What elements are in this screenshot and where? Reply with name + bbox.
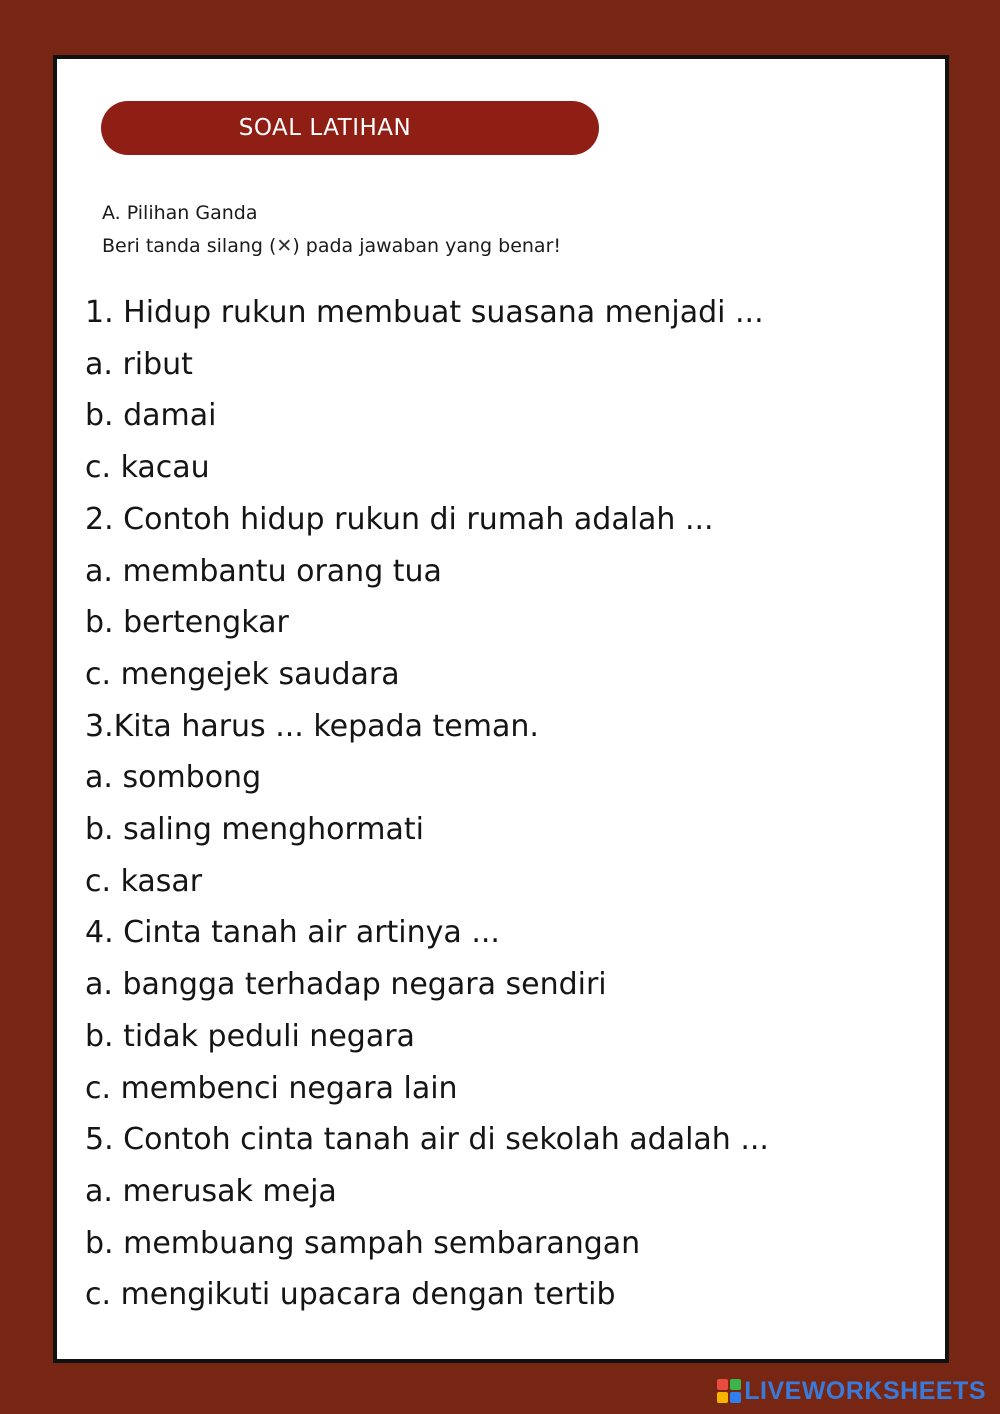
option-2c[interactable]: c. mengejek saudara: [85, 656, 400, 692]
question-2: 2. Contoh hidup rukun di rumah adalah ...: [85, 501, 714, 537]
question-3: 3.Kita harus ... kepada teman.: [85, 708, 539, 744]
liveworksheets-brand[interactable]: [717, 1376, 986, 1406]
option-4c[interactable]: c. membenci negara lain: [85, 1070, 458, 1106]
liveworksheets-logo-icon: [717, 1379, 741, 1403]
option-3c[interactable]: c. kasar: [85, 863, 203, 899]
option-2a[interactable]: a. membantu orang tua: [85, 553, 442, 589]
logo-square-red: [717, 1379, 728, 1390]
brand-name: LIVEWORKSHEETS: [744, 1376, 986, 1405]
option-1b[interactable]: b. damai: [85, 398, 217, 434]
option-1c[interactable]: c. kacau: [85, 450, 210, 486]
worksheet-page: [53, 55, 949, 1363]
instructions: [102, 197, 561, 263]
logo-square-yellow: [717, 1392, 728, 1403]
option-2b[interactable]: b. bertengkar: [85, 605, 289, 641]
logo-square-green: [730, 1379, 741, 1390]
option-3b[interactable]: b. saling menghormati: [85, 812, 425, 848]
question-5: 5. Contoh cinta tanah air di sekolah adalah ...: [85, 1122, 769, 1158]
option-3a[interactable]: a. sombong: [85, 760, 262, 796]
option-5b[interactable]: b. membuang sampah sembarangan: [85, 1225, 641, 1261]
option-1a[interactable]: a. ribut: [85, 346, 193, 382]
title-banner: [101, 101, 599, 155]
cross-mark-icon: ✕: [276, 235, 293, 257]
option-4b[interactable]: b. tidak peduli negara: [85, 1018, 415, 1054]
option-5a[interactable]: a. merusak meja: [85, 1173, 337, 1209]
question-4: 4. Cinta tanah air artinya ...: [85, 915, 500, 951]
instruction-text-end: ) pada jawaban yang benar!: [292, 235, 561, 257]
page-title: SOAL LATIHAN: [238, 115, 412, 141]
option-4a[interactable]: a. bangga terhadap negara sendiri: [85, 967, 607, 1003]
instruction-text-start: Beri tanda silang (: [102, 235, 277, 257]
logo-square-blue: [730, 1392, 741, 1403]
instruction-line: [102, 230, 561, 263]
option-5c[interactable]: c. mengikuti upacara dengan tertib: [85, 1277, 616, 1313]
section-label: A. Pilihan Ganda: [102, 202, 258, 224]
question-list: [85, 287, 769, 1321]
question-1: 1. Hidup rukun membuat suasana menjadi ...: [85, 295, 764, 330]
